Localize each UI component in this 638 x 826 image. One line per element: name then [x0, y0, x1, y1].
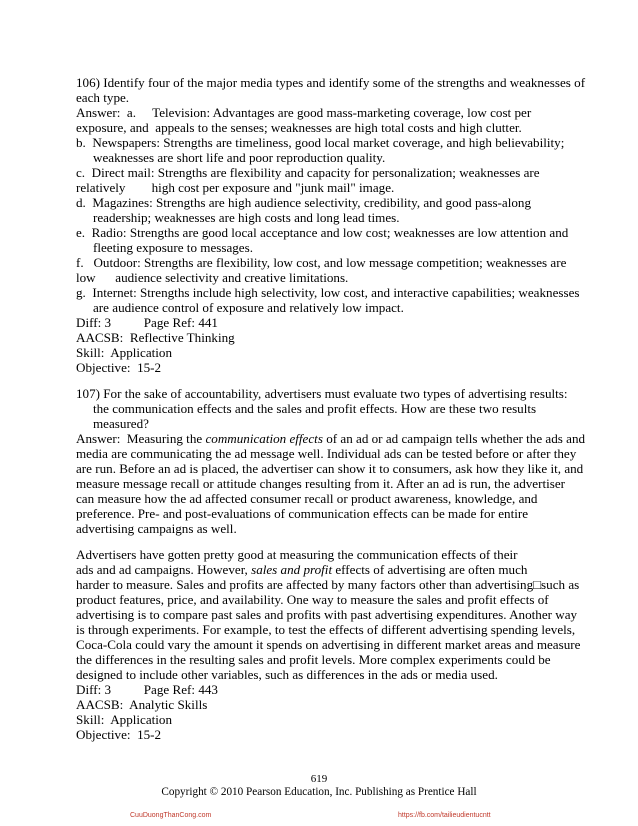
q106-line: g. Internet: Strengths include high selectivity, low cost, and interactive capabilities; weaknesses	[76, 285, 580, 300]
page-number: 619	[310, 773, 328, 785]
watermark-right: https://fb.com/tailieudientucntt	[398, 812, 491, 819]
q106-line: Answer: a. Television: Advantages are good mass-marketing coverage, low cost per	[76, 105, 532, 120]
italic-term: communication effects	[205, 431, 323, 446]
q107-para2-line: harder to measure. Sales and profits are affected by many factors other than advertising□such as	[76, 577, 580, 592]
q106-line: low audience selectivity and creative limitations.	[76, 270, 349, 285]
q107-question-line: 107) For the sake of accountability, advertisers must evaluate two types of advertising results:	[76, 386, 568, 401]
q107-para2-line: the differences in the resulting sales and profit levels. More complex experiments could be	[76, 652, 551, 667]
q106-line: d. Magazines: Strengths are high audience selectivity, credibility, and good pass-along	[76, 195, 532, 210]
q107-answer-line: measure message recall or attitude changes resulting from it. After an ad is run, the advertiser	[76, 476, 566, 491]
answer-prefix: Answer: Measuring the	[76, 431, 206, 446]
q107-answer-line: preference. Pre- and post-evaluations of communication effects can be made for entire	[76, 506, 529, 521]
q106-line: exposure, and appeals to the senses; weaknesses are high total costs and high clutter.	[76, 120, 522, 135]
q107-answer-line: media are communicating the ad message well. Individual ads can be tested before or after they	[76, 446, 577, 461]
q107-para2-line: advertising is to compare past sales and profits with past advertising expenditures. Another way	[76, 607, 578, 622]
q107-answer-line	[76, 431, 585, 446]
q107-objective: Objective: 15-2	[76, 727, 162, 742]
q107-skill: Skill: Application	[76, 712, 173, 727]
q106-line: e. Radio: Strengths are good local acceptance and low cost; weaknesses are low attention and	[76, 225, 569, 240]
italic-term: sales and profit	[251, 562, 333, 577]
q107-answer-line: advertising campaigns as well.	[76, 521, 237, 536]
q107-answer-line: are run. Before an ad is placed, the advertiser can show it to consumers, ask how they like it, and	[76, 461, 584, 476]
copyright-notice: Copyright © 2010 Pearson Education, Inc. Publishing as Prentice Hall	[161, 786, 477, 798]
para2-suffix: effects of advertising are often much	[332, 562, 528, 577]
q106-aacsb: AACSB: Reflective Thinking	[76, 330, 235, 345]
q106-line: each type.	[76, 90, 130, 105]
q106-diff: Diff: 3 Page Ref: 441	[76, 315, 218, 330]
q107-para2-line: is through experiments. For example, to test the effects of different advertising spending levels,	[76, 622, 576, 637]
q107-diff: Diff: 3 Page Ref: 443	[76, 682, 218, 697]
q106-line: f. Outdoor: Strengths are flexibility, low cost, and low message competition; weaknesses are	[76, 255, 567, 270]
q107-para2-line: product features, price, and availability. One way to measure the sales and profit effects of	[76, 592, 549, 607]
q106-line: weaknesses are short life and poor reproduction quality.	[93, 150, 386, 165]
q107-para2-line	[76, 562, 527, 577]
q106-line: c. Direct mail: Strengths are flexibility and capacity for personalization; weaknesses are	[76, 165, 540, 180]
q107-para2-line: Advertisers have gotten pretty good at measuring the communication effects of their	[76, 547, 518, 562]
watermark-left: CuuDuongThanCong.com	[130, 812, 212, 819]
q107-question-line: the communication effects and the sales and profit effects. How are these two results	[93, 401, 537, 416]
q106-skill: Skill: Application	[76, 345, 173, 360]
q106-line: fleeting exposure to messages.	[93, 240, 253, 255]
q106-line: relatively high cost per exposure and "junk mail" image.	[76, 180, 395, 195]
q106-objective: Objective: 15-2	[76, 360, 162, 375]
answer-suffix: of an ad or ad campaign tells whether the ads and	[322, 431, 586, 446]
q107-para2-line: Coca-Cola could vary the amount it spends on advertising in different market areas and measure	[76, 637, 581, 652]
q107-answer-line: can measure how the ad affected consumer recall or product awareness, knowledge, and	[76, 491, 538, 506]
q107-para2-line: designed to include other variables, such as differences in the ads or media used.	[76, 667, 498, 682]
q106-line: b. Newspapers: Strengths are timeliness, good local market coverage, and high believability;	[76, 135, 565, 150]
q106-line: readership; weaknesses are high costs and long lead times.	[93, 210, 400, 225]
para2-prefix: ads and ad campaigns. However,	[76, 562, 252, 577]
q107-question-line: measured?	[93, 416, 149, 431]
q106-line: are audience control of exposure and relatively low impact.	[93, 300, 404, 315]
q106-line: 106) Identify four of the major media types and identify some of the strengths and weaknesses of	[76, 75, 586, 90]
q107-aacsb: AACSB: Analytic Skills	[76, 697, 208, 712]
